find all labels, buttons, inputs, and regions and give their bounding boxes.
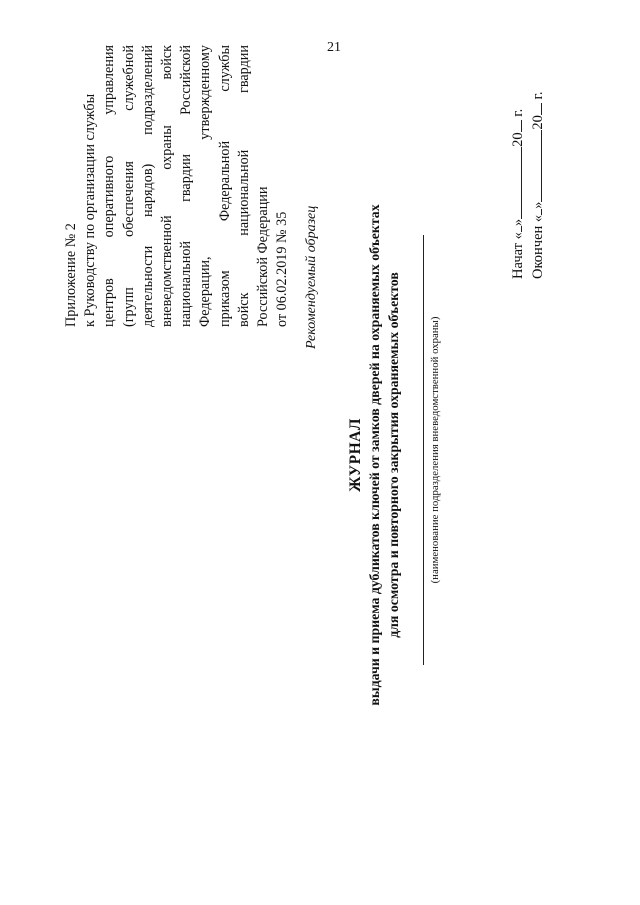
year-blank	[529, 103, 542, 115]
approval-line: национальной гвардии Российской	[178, 45, 195, 327]
journal-subtitle-line: выдачи и приема дубликатов ключей от замков дверей на охраняемых объектах	[367, 204, 382, 706]
day-blank	[509, 226, 522, 232]
end-date-label: Окончен «	[530, 214, 546, 279]
year-blank	[509, 120, 522, 132]
approval-line: Федерации, утвержденному	[197, 45, 214, 327]
start-date-label: Начат «	[510, 232, 526, 279]
approval-line: центров оперативного управления	[101, 45, 118, 327]
day-blank	[529, 209, 542, 215]
journal-title: ЖУРНАЛ	[347, 418, 364, 492]
sample-label: Рекомендуемый образец	[304, 205, 319, 349]
approval-line: (групп обеспечения служебной	[120, 45, 137, 327]
journal-title-block	[346, 105, 403, 805]
dates-block	[508, 92, 548, 279]
approval-line: к Руководству по организации службы	[82, 93, 99, 327]
year-prefix: 20	[510, 132, 526, 147]
unit-name-caption: (наименование подразделения вневедомственной охраны)	[429, 316, 441, 584]
quote-close: »	[510, 218, 526, 227]
end-date-row	[528, 92, 548, 279]
approval-line: деятельности нарядов) подразделений	[139, 45, 156, 327]
month-blank	[529, 130, 542, 202]
appendix-label: Приложение № 2	[63, 223, 79, 327]
approval-line: вневедомственной охраны войск	[159, 45, 176, 327]
approval-block	[62, 45, 292, 327]
approval-line: Российской Федерации	[255, 186, 272, 327]
page-number: 21	[327, 40, 341, 55]
approval-line: войск национальной гвардии	[235, 45, 252, 327]
year-suffix: г.	[530, 91, 546, 100]
month-blank	[509, 147, 522, 219]
start-date-row	[508, 92, 528, 279]
quote-close: »	[530, 201, 546, 209]
year-prefix: 20	[530, 115, 546, 130]
unit-name-underline	[423, 235, 424, 665]
approval-line: приказом Федеральной службы	[216, 45, 233, 327]
approval-line: от 06.02.2019 № 35	[274, 211, 291, 327]
journal-subtitle-line: для осмотра и повторного закрытия охраняемых объектов	[386, 272, 401, 638]
year-suffix: г.	[510, 108, 526, 117]
